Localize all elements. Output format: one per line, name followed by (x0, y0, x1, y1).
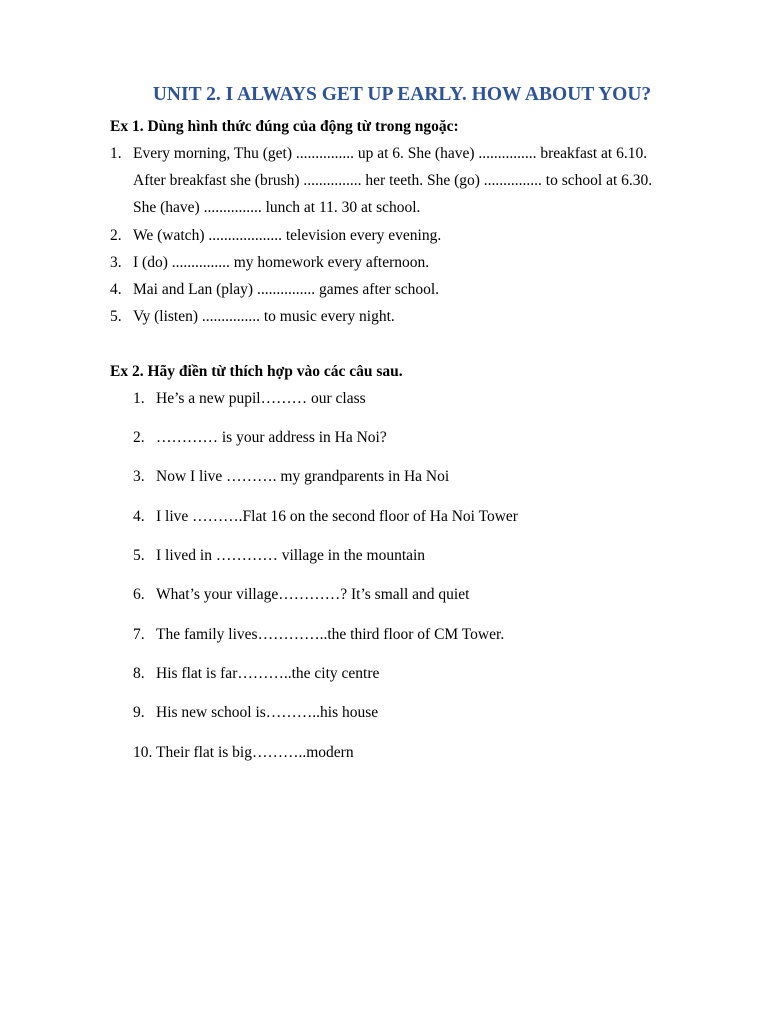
ex1-item-text: We (watch) ................... television every evening. (133, 227, 442, 244)
ex2-item-number: 3. (133, 468, 145, 485)
ex2-item-text: The family lives…………..the third floor of CM Tower. (156, 626, 505, 643)
document-title: UNIT 2. I ALWAYS GET UP EARLY. HOW ABOUT YOU? (152, 84, 652, 105)
ex2-item-number: 6. (133, 586, 145, 603)
ex1-item-number: 4. (110, 281, 122, 298)
ex2-item-text: He’s a new pupil……… our class (156, 390, 366, 407)
ex2-item-text: His new school is………..his house (156, 704, 379, 721)
ex2-item-text: I lived in ………… village in the mountain (156, 547, 426, 564)
ex1-item-text: Vy (listen) ............... to music every night. (133, 308, 395, 325)
ex1-item-text: Every morning, Thu (get) ............... up at 6. She (have) ............... breakfast at 6.10. (133, 145, 648, 162)
ex2-item-number: 1. (133, 390, 145, 407)
ex2-item-number: 9. (133, 704, 145, 721)
ex2-item-number: 8. (133, 665, 145, 682)
ex2-item-number: 4. (133, 508, 145, 525)
ex1-item-text: I (do) ............... my homework every afternoon. (133, 254, 430, 271)
ex1-item-number: 3. (110, 254, 122, 271)
ex2-item-number: 2. (133, 429, 145, 446)
ex1-item-number: 2. (110, 227, 122, 244)
ex2-item-text: Their flat is big………..modern (156, 744, 354, 761)
ex2-item-text: Now I live ………. my grandparents in Ha Noi (156, 468, 450, 485)
ex2-item-text: ………… is your address in Ha Noi? (156, 429, 387, 446)
ex2-item-number: 7. (133, 626, 145, 643)
ex1-item-text: Mai and Lan (play) ............... games after school. (133, 281, 440, 298)
ex2-item-text: His flat is far………..the city centre (156, 665, 380, 682)
ex1-heading: Ex 1. Dùng hình thức đúng của động từ trong ngoặc: (110, 118, 459, 135)
ex1-item-text: She (have) ............... lunch at 11. 30 at school. (133, 199, 421, 216)
ex2-item-text: What’s your village…………? It’s small and quiet (156, 586, 470, 603)
ex2-item-number: 5. (133, 547, 145, 564)
ex2-item-number: 10. (133, 744, 153, 761)
ex1-item-number: 5. (110, 308, 122, 325)
ex2-item-text: I live ……….Flat 16 on the second floor of Ha Noi Tower (156, 508, 518, 525)
ex1-item-text: After breakfast she (brush) ............... her teeth. She (go) ............... to school at 6.30. (133, 172, 653, 189)
ex1-item-number: 1. (110, 145, 122, 162)
ex2-heading: Ex 2. Hãy điền từ thích hợp vào các câu sau. (110, 363, 403, 380)
